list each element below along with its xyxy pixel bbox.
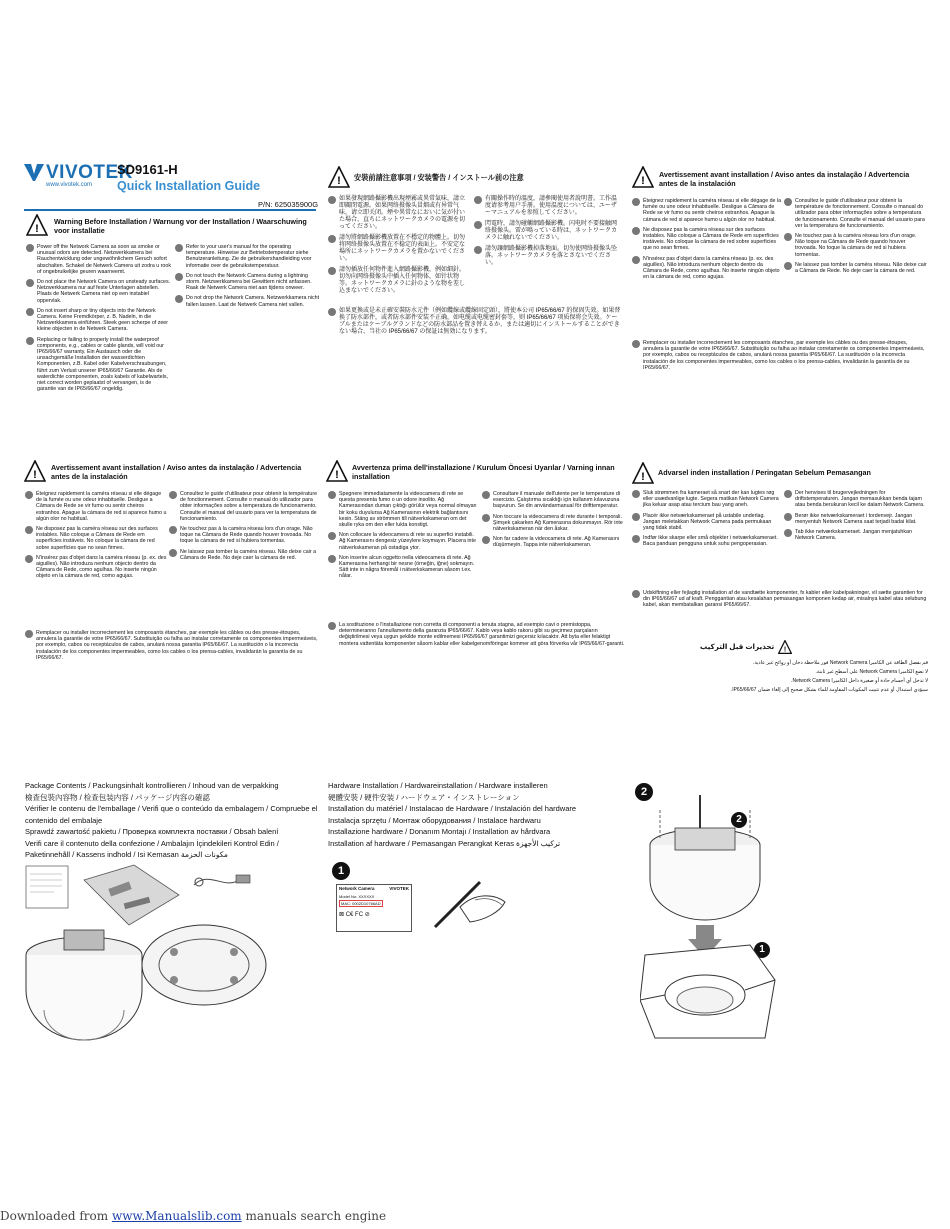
- installation-illustration: [640, 790, 780, 1040]
- warn-item: Remplacer ou installer incorrectement les composants étanches, par exemple les câbles ou des presse-étoupes, annulera la garantie de votre IP65/66/67. Substituição ou falha ao instalar corretamente os componentes impermeáveis, por exemplo, cabos ou receptáculos de cabos, anulará nossa garantia IP65/66/67. La sustitución o la incorrecta instalación de los componentes impermeables, como los cables o los prensa-cables, invalidarán la garantía de su IP65/66/67.: [25, 630, 319, 661]
- bullet-icon: [169, 491, 177, 499]
- warn-ar-block: [700, 640, 928, 693]
- warn-item: 請勿將網路攝影機放置在不穩定的物體上。切勿将网络摄像头放置在不稳定的表面上。不安定な場所にネットワークカメラを置かないでください。: [328, 235, 468, 263]
- bullet-icon: [632, 256, 640, 264]
- foam-box-icon: [640, 945, 775, 1038]
- header-rule: [24, 209, 316, 211]
- cert-marks-icon: ⊠ C€ FC ⊘: [339, 912, 370, 918]
- vivotek-logo: [24, 160, 133, 190]
- label-title: Network Camera: [339, 886, 375, 891]
- bullet-icon: [26, 308, 34, 316]
- step-2-screw-badge: 2: [731, 812, 747, 828]
- warn-item: 請勿讓網路攝影機掉落地面。切勿使网络摄像头坠落。ネットワークカメラを落とさないでください。: [474, 246, 622, 267]
- model-number: SD9161-H: [117, 162, 178, 177]
- bullet-icon: [482, 536, 490, 544]
- bullet-icon: [632, 490, 640, 498]
- warn-ar-item: قم بفصل الطاقة عن الكاميرا Network Camera فور ملاحظة دخان أو روائح غير عادية.: [752, 660, 928, 666]
- warn-it-heading: Avvertenza prima dell'installazione / Kurulum Öncesi Uyarılar / Varning innan installation: [352, 463, 615, 481]
- warning-icon: [632, 166, 654, 188]
- warn-it-left-column: [328, 491, 478, 584]
- warn-fr-right-column: [784, 198, 927, 278]
- svg-text:!: !: [33, 469, 37, 481]
- guide-title: Quick Installation Guide: [117, 179, 261, 193]
- footer-suffix: manuals search engine: [241, 1209, 387, 1223]
- warn-item: Do not place the Network Camera on unsteady surfaces. Netzwerkkamera nur auf feste Unterlagen abstellen. Plaats de Netwerk Camera niet op een instabiel oppervlak.: [26, 279, 171, 304]
- warn-item: Replacing or failing to properly install the waterproof components, e.g., cables or cable glands, will void our IP65/66/67 warranty. Ein Austausch oder die unsachgemäße Installation der wasserdichten Komponenten, z.B. Kabel oder Kabelverschraubungen, führt zum Verlust unserer IP65/66/67 Garantie. Als de waterdichte componenten, zoals kabels of kabelwartels, niet correct worden geplaatst of vervangen, is de garantie van de IP65/66/67 ongeldig.: [26, 337, 171, 393]
- warn-da-left-column: [632, 490, 782, 552]
- warn-item: Ne touchez pas à la caméra réseau lors d'un orage. Não toque na Câmara de Rede quando houver trovoada. No toque la cámara de red si hubiera tormentas.: [169, 526, 319, 545]
- vivotek-logo-mark-icon: [24, 162, 44, 182]
- warn-item: Consultez le guide d'utilisateur pour obtenir la température de fonctionnement. Consulte o manual do utilizador para obter informações sobre a temperatura de funcionamento. Consulte el manual del usuario para ver la temperatura de funcionamiento.: [169, 491, 319, 522]
- bullet-icon: [175, 295, 183, 303]
- part-number: P/N: 625035900G: [258, 200, 319, 209]
- warn-da-heading: Advarsel inden installation / Peringatan Sebelum Pemasangan: [658, 468, 871, 477]
- warn-item: Indfør ikke skarpe eller små objekter i netværkskameraet. Baca panduan pengguna untuk suhu pengoperasian.: [632, 535, 782, 547]
- camera-dome-icon: [650, 810, 760, 920]
- warn-ar-header: [700, 640, 928, 654]
- warn-ar-item: لا تدخل أي أجسام حادة أو صغيرة داخل الكاميرا Network Camera.: [791, 678, 928, 684]
- bullet-icon: [632, 198, 640, 206]
- warn-en-heading: Warning Before Installation / Warnung vor der Installation / Waarschuwing voor installatie: [54, 217, 307, 235]
- warn-item: La sostituzione o l'installazione non corretta di componenti a tenuta stagna, ad esempio cavi o premistoppa, determineranno l'annullamento della garanzia IP65/66/67. Kablo veya kablo rakoru gibi su geçirmez parçaların değiştirilmesi veya uygun şekilde monte edilmemesi IP65/66/67 garantimizi geçersiz kılacaktır. Att byta eller felaktigt montera vattentäta komponenter såsom kablar eller kabelgenomföringar kommer att göra förverka vår IP65/66/67-garanti.: [328, 622, 625, 647]
- warn-item: Ne laissez pas tomber la caméra réseau. Não deixe cair a Câmara de Rede. No deje caer la cámara de red.: [784, 262, 927, 274]
- cable-icon: [194, 875, 250, 886]
- manualslib-link[interactable]: www.Manualslib.com: [111, 1209, 242, 1223]
- warn-item: Do not touch the Network Camera during a lightning storm. Netzwerkkamera bei Gewittern nicht anfassen. Raak de Netwerk Camera niet aan tijdens onweer.: [175, 273, 320, 292]
- warning-icon: [632, 462, 654, 484]
- warn-da-footer: [632, 590, 927, 613]
- warn-ar-item: سيؤدي استبدال أو عدم تثبيت المكونات المقاومة للماء بشكل صحيح إلى إلغاء ضمان IP65/66/67.: [730, 687, 928, 693]
- warn-fr2-right-column: [169, 491, 319, 565]
- package-contents-illustration: [24, 860, 324, 1110]
- warn-item: Udskiftning eller fejlagtig installation af de vandtætte komponenter, fx kabler eller kabelpakninger, vil sætte garantien for din IP65/66/67 ud af kraft. Penggantian atau kesalahan pemasangan komponen kedap air, misalnya kabel atau selubung kabel, akan membatalkan garansi IP65/66/67.: [632, 590, 927, 609]
- bullet-icon: [482, 491, 490, 499]
- warn-da-right-column: [784, 490, 927, 545]
- warn-item: Placér ikke netværkskameraet på ustabile underlag. Jangan meletakkan Network Camera pada permukaan yang tidak stabil.: [632, 513, 782, 532]
- camera-dome-icon: [26, 930, 142, 1040]
- warn-it-footer: [328, 622, 625, 651]
- bullet-icon: [784, 529, 792, 537]
- warn-ar-heading: تحذيرات قبل التركيب: [700, 641, 775, 651]
- label-model: Model No: XXXXXX: [339, 894, 375, 899]
- warn-item: Do not drop the Network Camera. Netzwerkkamera nicht fallen lassen. Laat de Netwerk Camera niet vallen.: [175, 295, 320, 307]
- bullet-icon: [482, 514, 490, 522]
- logo-url: www.vivotek.com: [46, 182, 93, 188]
- logo-text: VIVOTEK: [46, 162, 133, 183]
- svg-text:!: !: [784, 646, 787, 654]
- warn-item: Non collocare la videocamera di rete su superfici instabili. Ağ Kamerasını dengesiz yüzeylere koymayın. Placera inte nätverkskameran på ostadiga ytor.: [328, 532, 478, 551]
- warn-item: Ne touchez pas à la caméra réseau lors d'un orage. Não toque na Câmara de Rede quando houver trovoada. No toque la cámara de red si hubiera tormentas.: [784, 233, 927, 258]
- bullet-icon: [328, 555, 336, 563]
- warning-icon: [26, 214, 48, 236]
- bullet-icon: [328, 196, 336, 204]
- bullet-icon: [25, 491, 33, 499]
- warn-item: Éteignez rapidement la caméra réseau si elle dégage de la fumée ou une odeur inhabituelle. Desligue a Câmara de Rede se vir fumo ou sentir cheiros estranhos. Apague la cámara de red si aparece humo u algún olor no habitual.: [25, 491, 167, 522]
- warn-item: Remplacer ou installer incorrectement les composants étanches, par exemple les câbles ou des presse-étoupes, annulera la garantie de votre IP65/66/67. Substituição ou falha ao instalar corretamente os componentes impermeáveis, por exemplo, cabos ou receptáculos de cabos, anulará nossa garantia IP65/66/67. La sustitución o la incorrecta instalación de los componentes impermeables, como los cables o los prensa-cables, invalidarán la garantía de su IP65/66/67.: [632, 340, 927, 371]
- accessory-bag-icon: [84, 865, 179, 925]
- bullet-icon: [474, 221, 482, 229]
- bullet-icon: [784, 233, 792, 241]
- bullet-icon: [25, 630, 33, 638]
- warn-item: Consultez le guide d'utilisateur pour obtenir la température de fonctionnement. Consulte o manual do utilizador para obter informações sobre a temperatura de funcionamento. Consulte el manual del usuario para ver la temperatura de funcionamiento.: [784, 198, 927, 229]
- warn-item: Der henvises til brugervejledningen for driftstemperaturen. Jangan memasukkan benda tajam atau benda berukuran kecil ke dalam Network Camera.: [784, 490, 927, 509]
- warn-en-left-column: [26, 244, 171, 396]
- mounting-bracket-icon: [142, 925, 266, 1005]
- warn-item: 請勿插放任何物件進入網路攝影機，例如細針。切勿向网络摄像头中插入任何物体，如针状物等。ネットワークカメラに針のような物を差し込まないでください。: [328, 267, 468, 295]
- warn-fr-heading: Avertissement avant installation / Aviso antes da instalação / Advertencia antes de la instalación: [659, 170, 910, 188]
- bullet-icon: [328, 532, 336, 540]
- warn-item: Consultare il manuale dell'utente per le temperature di esercizio. Çalıştırma sıcaklığı için kullanım kılavuzuna başvurun. Se din användarmanual för drifttemperatur.: [482, 491, 625, 510]
- step-1-box-badge: 1: [754, 942, 770, 958]
- warning-icon: [326, 460, 348, 482]
- bullet-icon: [26, 279, 34, 287]
- warn-item: Non toccare la videocamera di rete durante i temporali. Şimşek çakarken Ağ Kamerasına dokunmayın. Rör inte nätverkskameran när den åskar.: [482, 514, 625, 533]
- warn-cjk-left-column: [328, 196, 468, 299]
- footer-prefix: Downloaded from: [0, 1209, 112, 1223]
- bullet-icon: [175, 273, 183, 281]
- warn-item: N'insérez pas d'objet dans la caméra réseau (p. ex. des aiguilles). Não introduza nenhum objecto dentro da Câmara de Rede, como agulhas. No inserte ningún objeto en la cámara de red, como agujas.: [25, 555, 167, 580]
- bullet-icon: [25, 555, 33, 563]
- package-contents-title: Package Contents / Packungsinhalt kontrollieren / Inhoud van de verpakking 檢查包裝內容物 / 检查包装内容 / パッケージ内容の確認 Vérifier le contenu de l'emballage / Verifi que o conteúdo da embalagem / Compruebe el contenido del embalaje Sprawdź zawartość pakietu / Проверка комплекта поставки / Obsah balení Verifi care il contenuto della confezione / Ambalajın İçindekileri Kontrol Edin / Paketinnehåll / Kassens indhold / Isi Kemasan مكونات الحزمة: [25, 781, 318, 859]
- bullet-icon: [175, 244, 183, 252]
- hardware-installation-title: Hardware Installation / Hardwareinstallation / Hardware installeren 硬體安裝 / 硬件安装 / ハードウェア・インストレーション Installation du matériel / Instalacao de Hardware / Instalación del hardware Instalacja sprzętu / Монтаж оборудования / Instalace hardwaru Installazione hardware / Donanım Montajı / Installation av hårdvara Installation af hardware / Pemasangan Perangkat Keras تركيب الأجهزة: [328, 781, 577, 848]
- bullet-icon: [632, 535, 640, 543]
- warn-item: 如果更換或是未正確安裝防水元件（例如纜線或纜線固定頭），將使本公司 IP65/66/67 的保固失效。如果替换了防水部件，或者防水部件安装不正确，如电缆或电缆密封套等，则 IP65/66/67 项质保将会失效。ケーブルまたはケーブルグランドなどの防水部品を置き替えるか、または適切にインストールすることができない場合、当社の IP65/66/67 の保証は無効になります。: [328, 308, 622, 336]
- bullet-icon: [25, 526, 33, 534]
- warn-item: Tab ikke netværkskameraet. Jangan menjatuhkan Network Camera.: [784, 529, 927, 541]
- warn-item: Berør ikke netværkskameraet i tordenvejr. Jangan menyentuh Network Camera saat terjadi badai kilat.: [784, 513, 927, 525]
- warn-item: 如果發現網路攝影機出現煙霧或異常氣味，請立即關閉電源。如果网络摄像头冒烟或有异常气味，请立即关闭。煙や異常なにおいに気が付いた場合、直ちにネットワークカメラの電源を切ってください。: [328, 196, 468, 231]
- bullet-icon: [474, 246, 482, 254]
- bullet-icon: [328, 267, 336, 275]
- hand-with-pen-icon: [430, 872, 520, 932]
- warn-fr-left-column: [632, 198, 782, 284]
- warn-item: Ne disposez pas la caméra réseau sur des surfaces instables. Não coloque a Câmara de Rede em superfícies instáveis. No coloque la cámara de red sobre superficies que no sean firmes.: [632, 227, 782, 252]
- warning-icon: [778, 640, 792, 654]
- download-footer: [0, 1209, 386, 1223]
- warn-item: Spegnere immediatamente la videocamera di rete se questa presenta fumo o un odore insolito. Ağ Kamerasından duman çıktığı görülür veya normal olmayan bir koku duyulursa Ağ Kamerasının elektrik bağlantısını kesin. Stäng av strömmen till nätverkskameran om det skulle ryka om den eller lukta konstigt.: [328, 491, 478, 528]
- warn-item: 閃電時，請勿碰觸網路攝影機。闪电时不要接触网络摄像头。雷が鳴っている時は、ネットワークカメラに触れないでください。: [474, 221, 622, 242]
- warn-item: Ne disposez pas la caméra réseau sur des surfaces instables. Não coloque a Câmara de Rede em superfícies instáveis. No coloque la cámara de red sobre superficies que no sean firmes.: [25, 526, 167, 551]
- svg-text:!: !: [35, 223, 39, 235]
- warn-it-right-column: [482, 491, 625, 553]
- bullet-icon: [328, 491, 336, 499]
- warn-ar-item: لا تضع الكاميرا Network Camera على أسطح غير ثابتة.: [815, 669, 928, 675]
- bullet-icon: [784, 490, 792, 498]
- warn-item: Éteignez rapidement la caméra réseau si elle dégage de la fumée ou une odeur inhabituelle. Desligue a Câmara de Rede se vir fumo ou sentir cheiros estranhos. Apague la cámara de red si aparece humo u algún olor no habitual.: [632, 198, 782, 223]
- step-1-badge: 1: [332, 862, 350, 880]
- bullet-icon: [632, 513, 640, 521]
- warn-item: Refer to your user's manual for the operating temperature. Hinweise zur Betriebstemperatur siehe Benutzeranleitung. Zie de gebruikershandleiding voor informatie over de gebruikstemperatuur.: [175, 244, 320, 269]
- bullet-icon: [328, 235, 336, 243]
- bullet-icon: [784, 198, 792, 206]
- svg-text:!: !: [641, 471, 645, 483]
- bullet-icon: [784, 513, 792, 521]
- warn-fr2-footer: [25, 630, 319, 665]
- warn-cjk-footer: [328, 308, 622, 340]
- bullet-icon: [169, 526, 177, 534]
- bullet-icon: [26, 337, 34, 345]
- quick-guide-booklet-icon: [26, 866, 68, 908]
- warn-item: Non inserire alcun oggetto nella videocamera di rete. Ağ Kamerasına herhangi bir nesne (örneğin, iğne) sokmayın. Sätt inte in några föremål i nätverkskameran såsom t.ex. nålar.: [328, 555, 478, 580]
- step-2-badge: 2: [635, 783, 653, 801]
- bullet-icon: [784, 262, 792, 270]
- svg-text:!: !: [337, 175, 341, 187]
- warn-fr2-heading: Avertissement avant installation / Aviso antes da instalação / Advertencia antes de la instalación: [51, 463, 302, 481]
- svg-text:!: !: [335, 469, 339, 481]
- warn-item: N'insérez pas d'objet dans la caméra réseau (p. ex. des aiguilles). Não introduza nenhum objecto dentro da Câmara de Rede, como agulhas. No inserte ningún objeto en la cámara de red, como agujas.: [632, 256, 782, 281]
- bullet-icon: [328, 308, 336, 316]
- warn-fr-footer: [632, 340, 927, 375]
- warn-item: Non far cadere la videocamera di rete. Ağ Kamerasını düşürmeyin. Tappa inte nätverkskameran.: [482, 536, 625, 548]
- warn-en-right-column: [175, 244, 320, 312]
- warn-item: 有關操作時的溫度，請參閱使用者說明書。工作温度请参考用户手册。使用温度については、ユーザーマニュアルを参照してください。: [474, 196, 622, 217]
- warning-icon: [328, 166, 350, 188]
- bullet-icon: [328, 622, 336, 630]
- bullet-icon: [474, 196, 482, 204]
- bullet-icon: [169, 549, 177, 557]
- bullet-icon: [632, 227, 640, 235]
- warn-cjk-heading: 安裝前請注意事項 / 安装警告 / インストール前の注意: [354, 173, 524, 182]
- bullet-icon: [632, 590, 640, 598]
- warn-item: Ne laissez pas tomber la caméra réseau. Não deixe cair a Câmara de Rede. No deje caer la cámara de red.: [169, 549, 319, 561]
- warn-item: Power off the Network Camera as soon as smoke or unusual odors are detected. Netzwerkkamera bei Rauchentwicklung oder ungewöhnlichem Geruch sofort abschalten. Schakel de Netwerk Camera uit zodra u rook of ongebruikelijke geuren waarneemt.: [26, 244, 171, 275]
- label-brand: VIVOTEK: [389, 886, 409, 891]
- warn-cjk-right-column: [474, 196, 622, 271]
- warn-fr2-left-column: [25, 491, 167, 584]
- mac-label-sticker: [336, 884, 412, 932]
- svg-text:!: !: [641, 175, 645, 187]
- bullet-icon: [26, 244, 34, 252]
- bullet-icon: [632, 340, 640, 348]
- warn-ar-items: [700, 660, 928, 693]
- warn-item: Do not insert sharp or tiny objects into the Network Camera. Keine Fremdkörper, z. B. Nadeln, in die Netzwerkkamera einführen. Steek geen scherpe of zeer kleine objecten in de Netwerk Camera.: [26, 308, 171, 333]
- label-mac: MAC: 0002D10766AD: [341, 901, 381, 906]
- warning-icon: [24, 460, 46, 482]
- warn-item: Sluk strømmen fra kameraet så snart der kan lugtes røg eller usædvanlige lugte. Segera matikan Network Camera jika keluar asap atau tercium bau yang aneh.: [632, 490, 782, 509]
